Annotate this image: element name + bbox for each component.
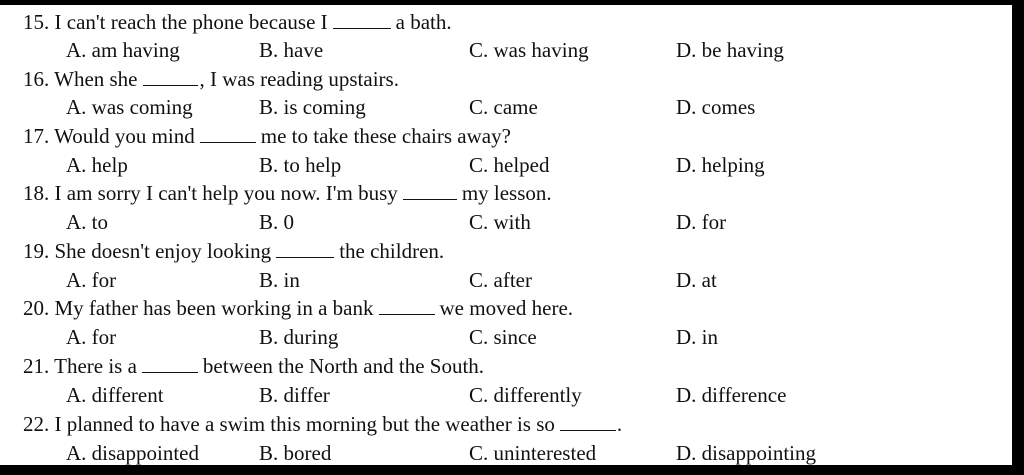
question-19-rest: the children. [339, 239, 445, 263]
option-c: C. was having [469, 38, 589, 62]
question-20-stem: 20. My father has been working in a bank [23, 296, 374, 320]
question-18 [23, 181, 552, 205]
question-18-rest: my lesson. [461, 181, 552, 205]
option-b: B. differ [259, 383, 330, 407]
option-b: B. is coming [259, 95, 366, 119]
question-15-stem: 15. I can't reach the phone because I [23, 10, 328, 34]
option-d: D. comes [676, 95, 756, 119]
question-15 [23, 10, 452, 34]
option-c: C. after [469, 268, 532, 292]
option-a: A. disappointed [66, 441, 199, 465]
question-16-rest: , I was reading upstairs. [199, 67, 399, 91]
answer-blank [200, 125, 256, 143]
answer-blank [560, 413, 616, 431]
question-16 [23, 67, 399, 91]
option-a: A. was coming [66, 95, 193, 119]
question-16-stem: 16. When she [23, 67, 138, 91]
option-d: D. difference [676, 383, 787, 407]
option-c: C. helped [469, 153, 550, 177]
question-17 [23, 124, 511, 148]
option-c: C. with [469, 210, 531, 234]
option-a: A. to [66, 210, 108, 234]
answer-blank [142, 355, 198, 373]
answer-blank [333, 11, 391, 29]
question-19-stem: 19. She doesn't enjoy looking [23, 239, 272, 263]
option-b: B. have [259, 38, 324, 62]
question-18-stem: 18. I am sorry I can't help you now. I'm busy [23, 181, 398, 205]
option-d: D. disappointing [676, 441, 816, 465]
question-21-rest: between the North and the South. [202, 354, 485, 378]
question-22-stem: 22. I planned to have a swim this morning but the weather is so [23, 412, 555, 436]
question-17-stem: 17. Would you mind [23, 124, 195, 148]
option-d: D. at [676, 268, 717, 292]
question-19 [23, 239, 444, 263]
option-d: D. for [676, 210, 727, 234]
option-c: C. came [469, 95, 538, 119]
option-a: A. for [66, 325, 117, 349]
option-d: D. in [676, 325, 718, 349]
option-c: C. since [469, 325, 537, 349]
option-c: C. differently [469, 383, 582, 407]
question-17-rest: me to take these chairs away? [260, 124, 511, 148]
question-21-stem: 21. There is a [23, 354, 137, 378]
answer-blank [276, 240, 334, 258]
option-b: B. during [259, 325, 339, 349]
worksheet [0, 5, 1012, 465]
answer-blank [403, 182, 457, 200]
question-20-rest: we moved here. [439, 296, 574, 320]
question-21 [23, 354, 484, 378]
option-d: D. helping [676, 153, 765, 177]
question-22 [23, 412, 622, 436]
option-a: A. different [66, 383, 164, 407]
option-a: A. for [66, 268, 117, 292]
option-b: B. in [259, 268, 300, 292]
option-a: A. am having [66, 38, 180, 62]
option-b: B. bored [259, 441, 332, 465]
question-20 [23, 296, 573, 320]
option-a: A. help [66, 153, 128, 177]
answer-blank [143, 68, 198, 86]
answer-blank [379, 297, 435, 315]
option-d: D. be having [676, 38, 784, 62]
option-c: C. uninterested [469, 441, 597, 465]
option-b: B. 0 [259, 210, 295, 234]
question-22-rest: . [616, 412, 623, 436]
option-b: B. to help [259, 153, 342, 177]
question-15-rest: a bath. [395, 10, 452, 34]
